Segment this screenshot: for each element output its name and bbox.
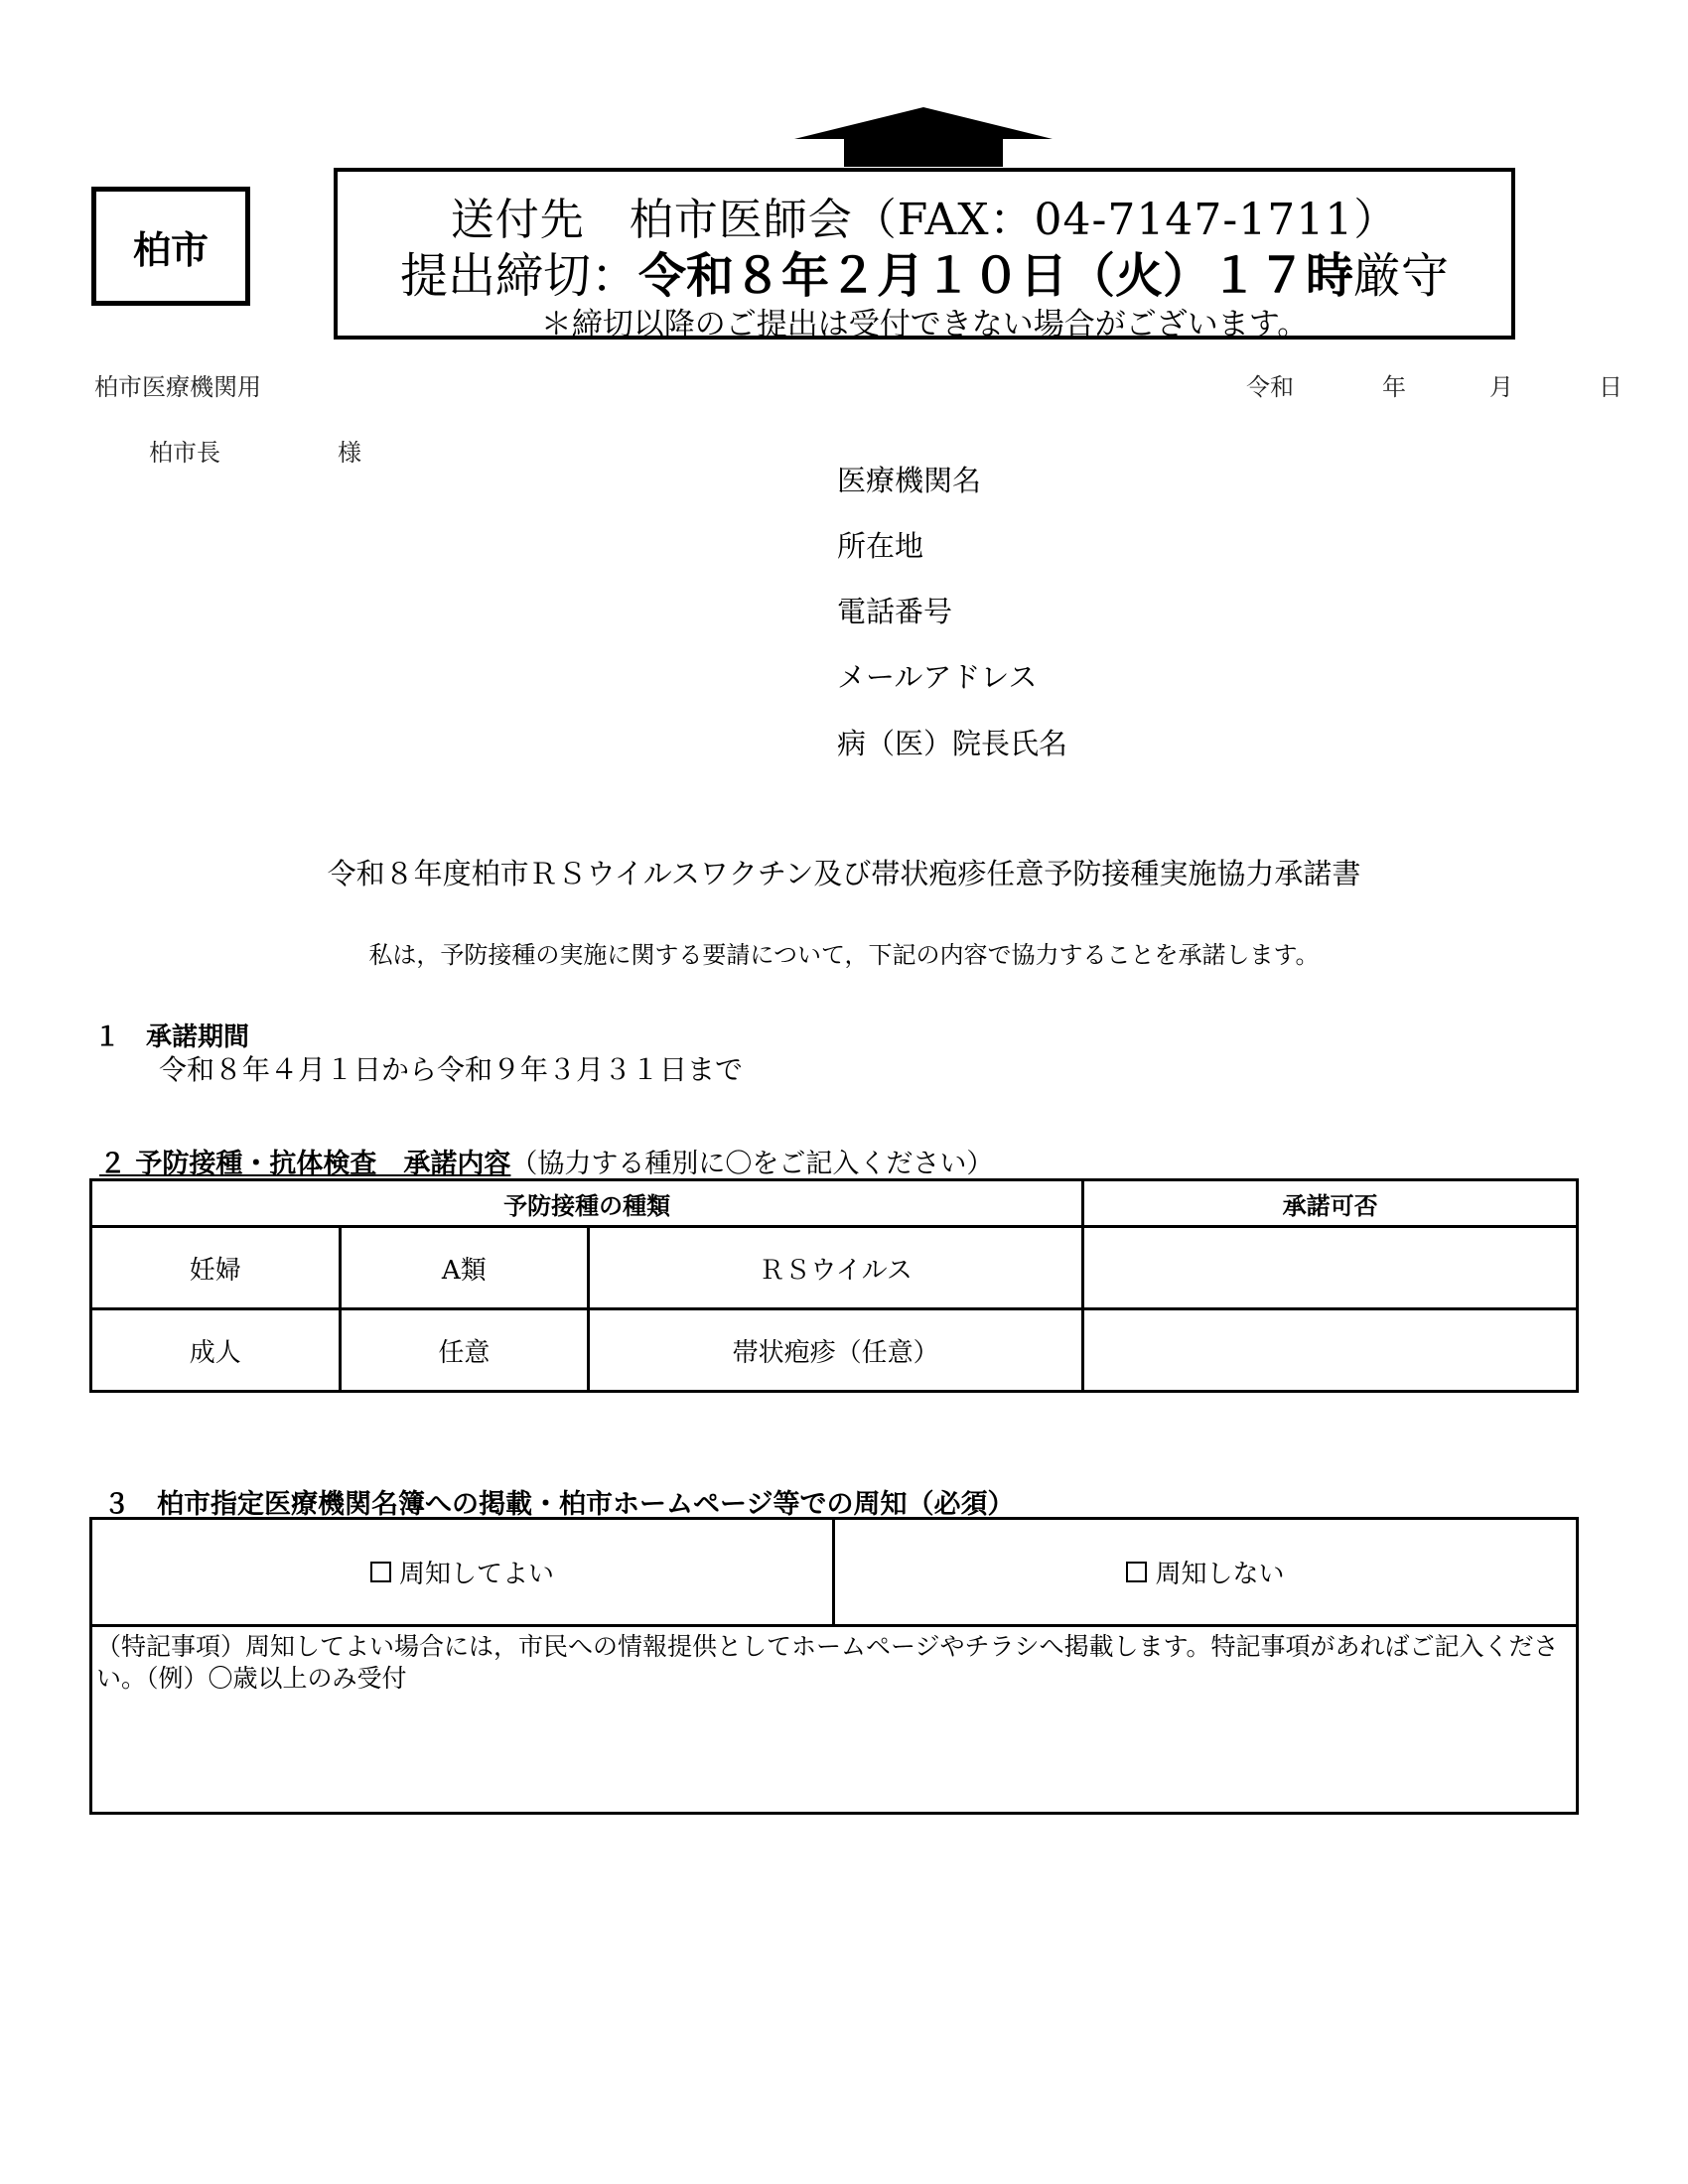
section2-heading	[99, 1142, 993, 1180]
special-notes[interactable]: （特記事項）周知してよい場合には，市民への情報提供としてホームページやチラシへ掲載します。特記事項があればご記入ください。（例）〇歳以上のみ受付	[96, 1632, 1559, 1693]
upward-arrow-icon	[794, 107, 1053, 167]
deadline-suffix: 厳守	[1353, 248, 1450, 304]
cell-category: A類	[340, 1227, 589, 1309]
vaccination-consent-table	[89, 1178, 1579, 1393]
section2-heading-note: （協力する種別に〇をご記入ください）	[510, 1149, 994, 1179]
institution-use-label: 柏市医療機関用	[94, 373, 261, 401]
field-address: 所在地	[837, 529, 924, 563]
date-year: 年	[1382, 373, 1406, 401]
field-phone: 電話番号	[837, 595, 953, 628]
submission-header-box	[334, 168, 1515, 340]
date-era: 令和	[1246, 373, 1294, 401]
publication-consent-table	[89, 1517, 1579, 1815]
section3-heading: ３ 柏市指定医療機関名簿への掲載・柏市ホームページ等での周知（必須）	[103, 1489, 1015, 1520]
field-institution-name: 医療機関名	[837, 464, 982, 497]
date-day: 日	[1599, 373, 1622, 401]
cell-consent-input[interactable]	[1083, 1227, 1578, 1309]
no-publish-checkbox[interactable]	[1126, 1562, 1147, 1582]
deadline-text	[338, 237, 1511, 306]
deadline-date: 令和８年２月１０日（火）１７時	[637, 248, 1353, 304]
document-title: 令和８年度柏市ＲＳウイルスワクチン及び帯状疱疹任意予防接種実施協力承諾書	[327, 857, 1361, 890]
publication-options-row	[92, 1520, 1576, 1627]
table-header-row	[91, 1180, 1578, 1227]
consent-statement: 私は，予防接種の実施に関する要請について，下記の内容で協力することを承諾します。	[368, 941, 1320, 969]
deadline-notice: ＊締切以降のご提出は受付できない場合がございます。	[540, 307, 1309, 342]
table-row	[91, 1227, 1578, 1309]
cell-target: 妊婦	[91, 1227, 341, 1309]
option-no-publish[interactable]	[835, 1520, 1576, 1624]
city-label-box	[91, 187, 250, 306]
column-header-consent: 承諾可否	[1083, 1180, 1578, 1227]
honorific: 様	[338, 439, 361, 467]
consent-period: 令和８年４月１日から令和９年３月３１日まで	[159, 1053, 744, 1086]
column-header-type: 予防接種の種類	[91, 1180, 1083, 1227]
cell-vaccine: 帯状疱疹（任意）	[589, 1309, 1083, 1392]
option-publish[interactable]	[92, 1520, 835, 1624]
field-email: メールアドレス	[837, 660, 1038, 694]
table-row	[91, 1309, 1578, 1392]
deadline-prefix: 提出締切：	[399, 248, 638, 304]
section1-heading: １ 承諾期間	[94, 1023, 250, 1052]
cell-vaccine: ＲＳウイルス	[589, 1227, 1083, 1309]
option-no-publish-label: 周知しない	[1155, 1560, 1285, 1589]
destination-text: 送付先 柏市医師会（FAX：04-7147-1711）	[450, 195, 1399, 245]
field-director-name: 病（医）院長氏名	[837, 727, 1068, 760]
section2-heading-main: ２ 予防接種・抗体検査 承諾内容	[99, 1149, 511, 1179]
option-publish-label: 周知してよい	[398, 1560, 554, 1589]
date-month: 月	[1489, 373, 1513, 401]
city-label: 柏市	[132, 227, 209, 272]
cell-category: 任意	[340, 1309, 589, 1392]
cell-target: 成人	[91, 1309, 341, 1392]
addressee: 柏市長	[149, 439, 220, 467]
cell-consent-input[interactable]	[1083, 1309, 1578, 1392]
publish-checkbox[interactable]	[370, 1562, 391, 1582]
